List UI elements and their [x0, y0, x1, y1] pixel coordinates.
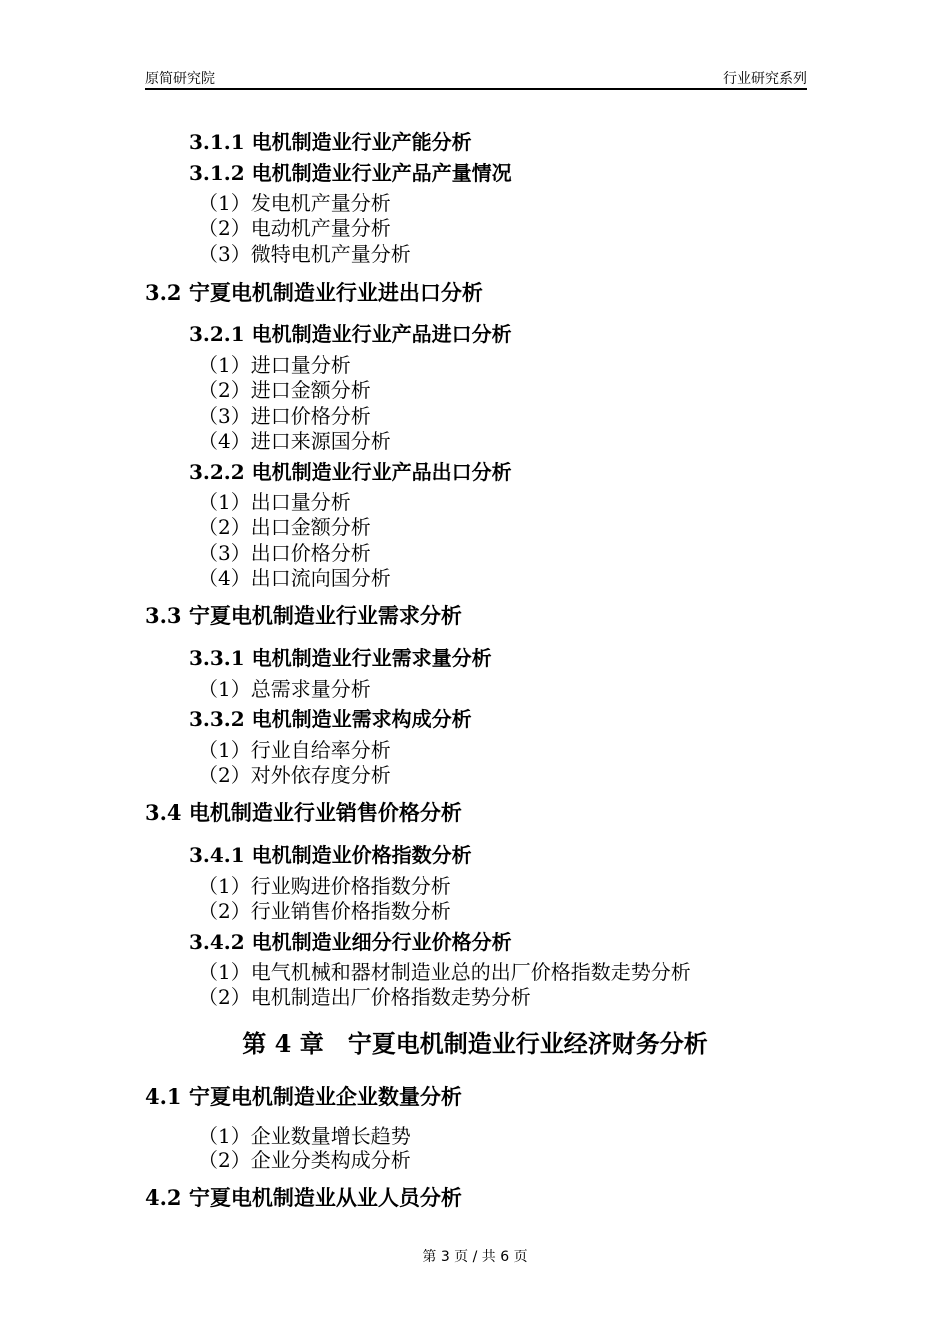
toc-subsection-heading: 3.2.2 电机制造业行业产品出口分析 [189, 460, 512, 484]
toc-item: （1）出口量分析 [198, 490, 351, 514]
toc-item: （2）行业销售价格指数分析 [198, 899, 451, 923]
toc-item: （4）进口来源国分析 [198, 429, 391, 453]
toc-item: （2）出口金额分析 [198, 515, 371, 539]
toc-item: （2）电机制造出厂价格指数走势分析 [198, 985, 531, 1009]
toc-subsection-heading: 3.4.1 电机制造业价格指数分析 [189, 843, 472, 867]
toc-item: （1）发电机产量分析 [198, 191, 391, 215]
toc-item: （3）进口价格分析 [198, 404, 371, 428]
toc-section-heading: 3.3 宁夏电机制造业行业需求分析 [145, 603, 462, 628]
toc-item: （4）出口流向国分析 [198, 566, 391, 590]
toc-item: （1）总需求量分析 [198, 677, 371, 701]
toc-item: （2）对外依存度分析 [198, 763, 391, 787]
toc-item: （1）行业自给率分析 [198, 738, 391, 762]
page-header [145, 66, 807, 90]
chapter-heading: 第 4 章 宁夏电机制造业行业经济财务分析 [242, 1029, 708, 1058]
toc-item: （1）企业数量增长趋势 [198, 1124, 411, 1148]
toc-item: （3）出口价格分析 [198, 541, 371, 565]
header-left-text: 原简研究院 [145, 71, 215, 87]
toc-item: （2）进口金额分析 [198, 378, 371, 402]
toc-subsection-heading: 3.3.2 电机制造业需求构成分析 [189, 707, 472, 731]
toc-section-heading: 4.2 宁夏电机制造业从业人员分析 [145, 1185, 462, 1210]
toc-section-heading: 3.2 宁夏电机制造业行业进出口分析 [145, 280, 483, 305]
toc-subsection-heading: 3.2.1 电机制造业行业产品进口分析 [189, 322, 512, 346]
header-right-text: 行业研究系列 [723, 71, 807, 87]
toc-subsection-heading: 3.1.1 电机制造业行业产能分析 [189, 130, 472, 154]
toc-subsection-heading: 3.1.2 电机制造业行业产品产量情况 [189, 161, 512, 185]
toc-item: （3）微特电机产量分析 [198, 242, 411, 266]
toc-subsection-heading: 3.3.1 电机制造业行业需求量分析 [189, 646, 492, 670]
toc-item: （1）进口量分析 [198, 353, 351, 377]
toc-item: （2）企业分类构成分析 [198, 1148, 411, 1172]
toc-item: （1）电气机械和器材制造业总的出厂价格指数走势分析 [198, 960, 691, 984]
toc-item: （2）电动机产量分析 [198, 216, 391, 240]
toc-section-heading: 3.4 电机制造业行业销售价格分析 [145, 800, 462, 825]
page-footer: 第 3 页 / 共 6 页 [422, 1249, 528, 1265]
toc-section-heading: 4.1 宁夏电机制造业企业数量分析 [145, 1084, 462, 1109]
toc-subsection-heading: 3.4.2 电机制造业细分行业价格分析 [189, 930, 512, 954]
toc-item: （1）行业购进价格指数分析 [198, 874, 451, 898]
